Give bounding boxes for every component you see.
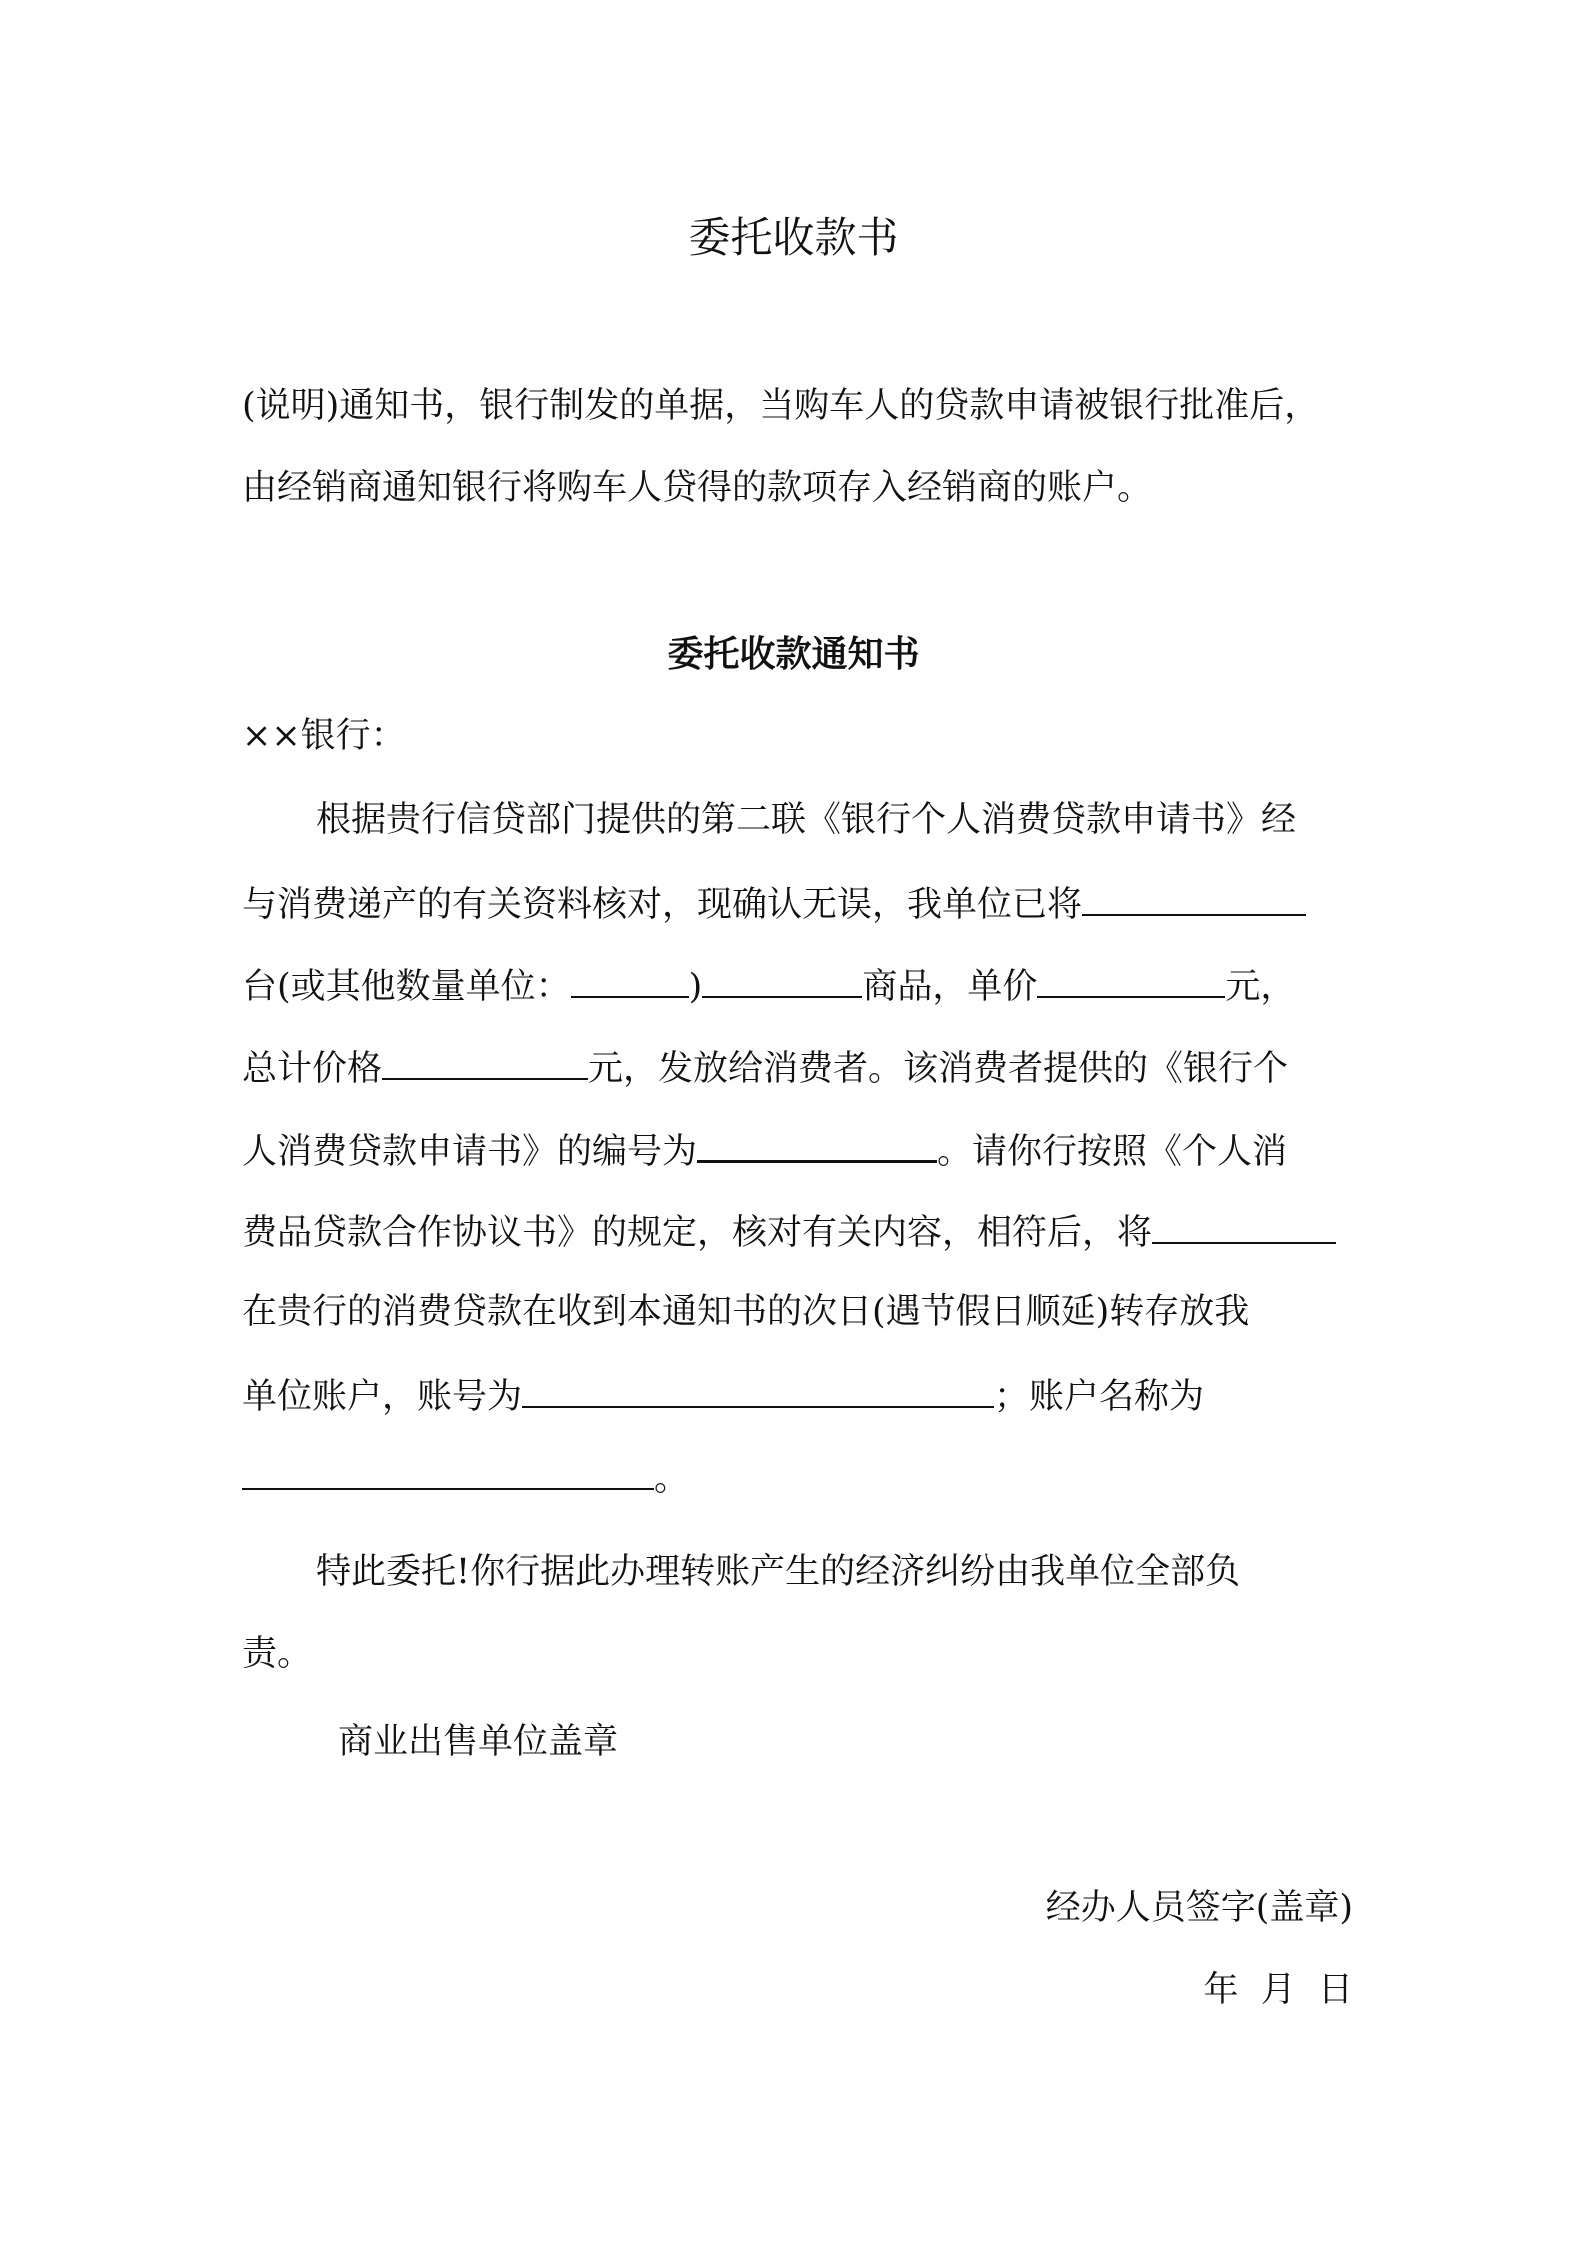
body-line-7: 在贵行的消费贷款在收到本通知书的次日(遇节假日顺延)转存放我 [242, 1292, 1250, 1332]
body-line-9-text: 。 [654, 1459, 690, 1499]
body-line-5-text-a: 人消费贷款申请书》的编号为 [242, 1132, 698, 1172]
unit-price-blank [1037, 960, 1225, 998]
quantity-blank [1082, 878, 1306, 916]
body-line-6 [242, 1206, 1336, 1257]
closing-line-2: 责。 [242, 1634, 313, 1674]
body-line-9 [242, 1452, 689, 1503]
body-line-8-text-b: ；账户名称为 [994, 1377, 1205, 1417]
body-line-4-text-b: 元，发放给消费者。该消费者提供的《银行个 [588, 1049, 1289, 1089]
seal-label: 商业出售单位盖章 [338, 1722, 619, 1762]
body-line-2 [242, 878, 1306, 929]
body-line-3-text-a: 台(或其他数量单位： [242, 967, 571, 1007]
salutation: ××银行： [242, 716, 406, 756]
account-name-blank [242, 1452, 654, 1490]
body-line-4-text-a: 总计价格 [242, 1049, 383, 1089]
account-number-blank [522, 1370, 994, 1408]
total-price-blank [382, 1042, 588, 1080]
intro-line-2: 由经销商通知银行将购车人贷得的款项存入经销商的账户。 [242, 468, 1153, 508]
unit-blank [571, 960, 689, 998]
body-line-8 [242, 1370, 1204, 1421]
body-line-2-text: 与消费递产的有关资料核对，现确认无误，我单位已将 [242, 885, 1083, 925]
signature-label: 经办人员签字(盖章) [1045, 1888, 1353, 1928]
body-line-1: 根据贵行信贷部门提供的第二联《银行个人消费贷款申请书》经 [316, 800, 1297, 840]
document-title: 委托收款书 [688, 213, 899, 262]
body-line-3-text-d: 元， [1225, 967, 1296, 1007]
date-line: 年 月 日 [1203, 1970, 1353, 2010]
body-line-3-text-b: ) [688, 967, 703, 1007]
body-line-6-text: 费品贷款合作协议书》的规定，核对有关内容，相符后，将 [242, 1213, 1153, 1253]
body-line-3-text-c: 商品，单价 [862, 967, 1038, 1007]
body-line-5 [242, 1124, 1287, 1176]
goods-blank [702, 960, 862, 998]
body-line-4 [242, 1042, 1288, 1093]
loan-amount-blank [1152, 1206, 1336, 1244]
body-line-5-text-b: 。请你行按照《个人消 [937, 1132, 1288, 1172]
body-line-3 [242, 960, 1295, 1011]
closing-line-1: 特此委托!你行据此办理转账产生的经济纠纷由我单位全部负 [316, 1552, 1241, 1592]
intro-line-1: (说明)通知书，银行制发的单据，当购车人的贷款申请被银行批准后， [242, 386, 1320, 426]
notice-title: 委托收款通知书 [667, 633, 920, 675]
application-number-blank [697, 1124, 937, 1163]
body-line-8-text-a: 单位账户，账号为 [242, 1377, 523, 1417]
